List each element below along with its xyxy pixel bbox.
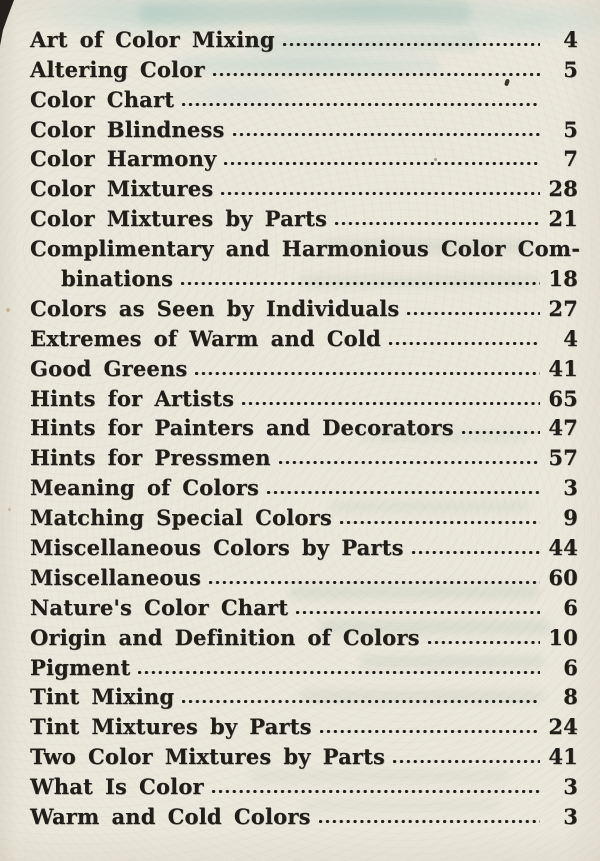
page-number: 41 xyxy=(548,744,578,770)
page-number: 6 xyxy=(563,654,578,680)
page-number: 27 xyxy=(548,295,578,321)
toc-row xyxy=(30,561,578,591)
page-number: 4 xyxy=(563,26,578,52)
dot-leader xyxy=(267,491,540,494)
toc-row xyxy=(30,113,578,143)
toc-row xyxy=(30,202,578,232)
dot-leader xyxy=(412,551,540,554)
toc-row xyxy=(30,322,578,352)
toc-entry-title: Altering Color xyxy=(30,56,205,82)
toc-row xyxy=(30,531,578,561)
dot-leader xyxy=(233,133,540,136)
toc-row xyxy=(30,382,578,412)
dot-leader xyxy=(213,73,540,76)
toc-entry-title: Pigment xyxy=(30,654,131,680)
toc-entry-title: Miscellaneous xyxy=(30,564,202,590)
dot-leader xyxy=(224,162,540,165)
toc-entry-title: Nature's Color Chart xyxy=(30,594,289,620)
toc-entry-title: Origin and Definition of Colors xyxy=(30,624,420,650)
toc-row xyxy=(30,232,581,262)
toc-entry-title: Tint Mixtures by Parts xyxy=(30,714,312,740)
toc-row xyxy=(30,651,578,681)
toc-entry-title: Meaning of Colors xyxy=(30,475,260,501)
page-number: 3 xyxy=(563,475,578,501)
page-number: 47 xyxy=(548,415,578,441)
toc-row xyxy=(30,83,578,113)
toc-entry-title: Warm and Cold Colors xyxy=(30,804,311,829)
toc-entry-title: Hints for Painters and Decorators xyxy=(30,415,454,441)
dot-leader xyxy=(335,222,540,225)
toc-row xyxy=(30,710,578,740)
toc-row xyxy=(30,681,578,711)
page-number: 41 xyxy=(548,355,578,381)
dot-leader xyxy=(296,611,540,614)
toc-entry-title: Color Mixtures xyxy=(30,176,214,202)
dot-leader xyxy=(221,192,540,195)
toc-row xyxy=(30,740,578,770)
page-number: 10 xyxy=(548,624,578,650)
dot-leader xyxy=(389,342,540,345)
page-number: 60 xyxy=(548,564,578,590)
toc-row xyxy=(30,172,578,202)
page-number: 3 xyxy=(563,774,578,800)
toc-row xyxy=(30,621,578,651)
toc-entry-title: Miscellaneous Colors by Parts xyxy=(30,534,404,560)
page-number: 57 xyxy=(548,445,578,471)
toc-row xyxy=(30,262,578,292)
toc-entry-title: Color Blindness xyxy=(30,116,225,142)
page-number: 65 xyxy=(548,385,578,411)
toc-entry-title: Matching Special Colors xyxy=(30,505,332,531)
toc-row xyxy=(30,471,578,501)
dot-leader xyxy=(138,671,540,674)
toc-row xyxy=(30,143,578,173)
toc-row xyxy=(30,23,578,53)
page-number: 9 xyxy=(563,505,578,531)
toc-row xyxy=(30,501,578,531)
table-of-contents xyxy=(30,23,581,830)
toc-row xyxy=(30,770,578,800)
ink-speck xyxy=(8,508,11,511)
toc-entry-title: Complimentary and Harmonious Color Com- xyxy=(30,236,581,262)
toc-entry-title: What Is Color xyxy=(30,774,204,800)
dot-leader xyxy=(209,581,540,584)
dot-leader xyxy=(462,431,540,434)
page-number: 44 xyxy=(548,534,578,560)
dot-leader xyxy=(393,760,540,763)
dot-leader xyxy=(407,312,540,315)
toc-row xyxy=(30,53,578,83)
page-number: 8 xyxy=(563,684,578,710)
dot-leader xyxy=(181,282,540,285)
page-number: 4 xyxy=(563,325,578,351)
toc-row xyxy=(30,591,578,621)
toc-entry-title: Color Chart xyxy=(30,86,175,112)
dot-leader xyxy=(319,820,540,823)
toc-entry-title: Hints for Pressmen xyxy=(30,445,271,471)
dot-leader xyxy=(320,730,540,733)
toc-entry-title: Colors as Seen by Individuals xyxy=(30,295,400,321)
page-number: 24 xyxy=(548,714,578,740)
dot-leader xyxy=(182,700,540,703)
toc-row xyxy=(30,441,578,471)
dot-leader xyxy=(428,641,540,644)
dot-leader xyxy=(242,402,540,405)
page-number: 28 xyxy=(548,176,578,202)
toc-entry-title: Extremes of Warm and Cold xyxy=(30,325,381,351)
toc-entry-title: Two Color Mixtures by Parts xyxy=(30,744,386,770)
page-number: 7 xyxy=(563,146,578,172)
dot-leader xyxy=(182,103,540,106)
ink-speck xyxy=(6,308,10,312)
toc-entry-title: binations xyxy=(61,265,174,291)
dot-leader xyxy=(283,43,540,46)
toc-row xyxy=(30,800,578,830)
toc-entry-title: Tint Mixing xyxy=(30,684,175,710)
page-number: 6 xyxy=(563,594,578,620)
page-number: 5 xyxy=(563,116,578,142)
page-number: 18 xyxy=(548,265,578,291)
dot-leader xyxy=(212,790,540,793)
toc-entry-title: Color Mixtures by Parts xyxy=(30,206,328,232)
dot-leader xyxy=(340,521,540,524)
dot-leader xyxy=(279,461,540,464)
toc-entry-title: Color Harmony xyxy=(30,146,217,172)
page-number: 21 xyxy=(548,206,578,232)
toc-entry-title: Hints for Artists xyxy=(30,385,235,411)
toc-entry-title: Good Greens xyxy=(30,355,188,381)
dot-leader xyxy=(195,372,540,375)
page-number: 5 xyxy=(563,56,578,82)
toc-row xyxy=(30,352,578,382)
toc-entry-title: Art of Color Mixing xyxy=(30,26,275,52)
page-number: 3 xyxy=(563,804,578,829)
toc-row xyxy=(30,292,578,322)
toc-row xyxy=(30,412,578,442)
